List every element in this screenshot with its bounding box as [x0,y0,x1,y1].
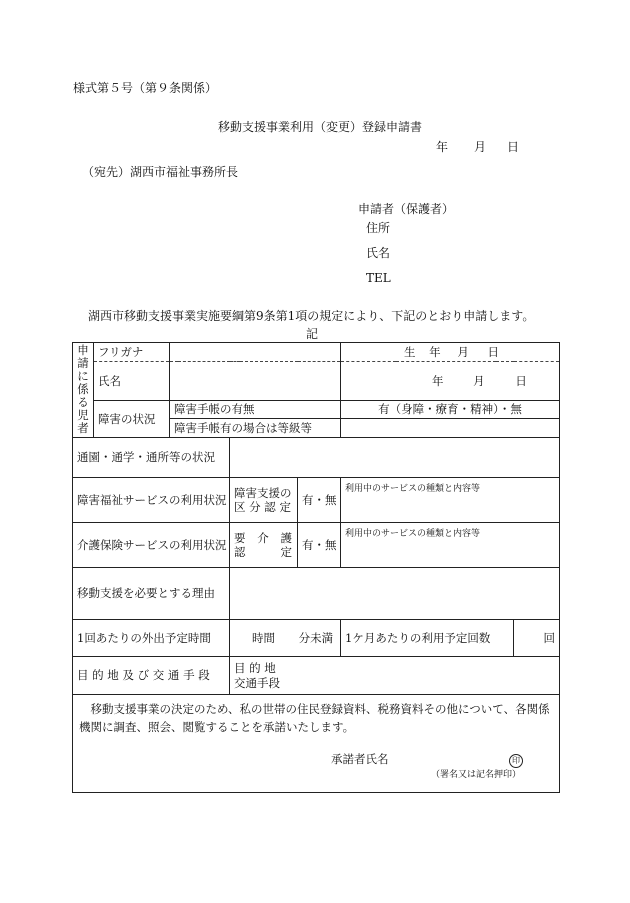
consent-row [73,695,560,793]
handbook-presence-row [73,401,560,419]
handbook-grade-label: 障害手帳有の場合は等級等 [170,419,341,438]
consent-note: （署名又は記名押印） [431,769,522,780]
times-unit: 回 [543,630,556,645]
handbook-grade-input[interactable] [341,419,560,438]
destination-transport-label: 目 的 地 及 び 交 通 手 段 [73,657,230,695]
applicant-tel-label: TEL [366,271,391,285]
applicant-heading: 申請者（保護者） [358,202,455,216]
care-service-content-label: 利用中のサービスの種類と内容等 [345,529,481,539]
birth-cell[interactable]: 生 年 月 日 [341,343,560,362]
care-level-label: 要 介 護 認 定 [230,523,298,568]
handbook-options[interactable]: 有（身障・療育・精神）・無 [341,401,560,419]
addressee: （宛先）湖西市福祉事務所長 [82,165,239,179]
consent-text: 移動支援事業の決定のため、私の世帯の住民登録資料、税務資料その他について、各関係機関に調査、照会、閲覧することを承諾いたします。 [79,702,550,734]
birth-date-cell[interactable]: 年 月 日 [341,362,560,401]
transport-label: 交通手段 [234,675,280,690]
outing-row [73,620,560,657]
school-input[interactable] [230,438,560,478]
applicant-address-label: 住所 [366,221,391,235]
reason-row [73,568,560,620]
care-service-row [73,523,560,568]
furigana-input[interactable] [170,343,341,362]
name-input[interactable] [170,362,341,401]
monthly-count-label: 1ケ月あたりの利用予定回数 [341,620,514,657]
ki-label: 記 [306,327,319,341]
destination-row [73,657,560,695]
name-label: 氏名 [94,362,170,401]
outing-time-label: 1回あたりの外出予定時間 [73,620,230,657]
welfare-service-content[interactable] [341,478,560,523]
care-service-label: 介護保険サービスの利用状況 [73,523,230,568]
application-table [72,342,560,793]
welfare-service-label: 障害福祉サービスの利用状況 [73,478,230,523]
outing-time-input[interactable]: 時間 分未満 [230,620,341,657]
school-row [73,438,560,478]
care-service-content[interactable] [341,523,560,568]
seal-icon: 印 [509,754,523,768]
child-label-cell [73,343,94,438]
name-row [73,362,560,401]
welfare-yes-no[interactable]: 有・無 [298,478,341,523]
furigana-row [73,343,560,362]
welfare-service-content-label: 利用中のサービスの種類と内容等 [345,484,481,494]
furigana-label: フリガナ [94,343,170,362]
consent-cell [73,695,560,793]
welfare-service-row [73,478,560,523]
reason-input[interactable] [230,568,560,620]
disability-label: 障害の状況 [94,401,170,438]
date-month-label: 月 [474,140,487,154]
child-label: 申 請 に 係 る 児 者 [77,343,89,436]
consent-signer-label: 承諾者氏名 [331,751,389,766]
destination-label: 目 的 地 [234,661,276,676]
date-year-label: 年 [436,140,449,154]
school-label: 通園・通学・通所等の状況 [73,438,230,478]
handbook-presence-label: 障害手帳の有無 [170,401,341,419]
applicant-name-label: 氏名 [366,246,391,260]
form-number: 様式第５号（第９条関係） [73,81,218,95]
support-class-label: 障害支援の 区 分 認 定 [230,478,298,523]
care-yes-no[interactable]: 有・無 [298,523,341,568]
monthly-count-input[interactable] [514,620,560,657]
seal-mark [509,754,523,768]
date-day-label: 日 [507,140,520,154]
destination-transport-input[interactable] [230,657,560,695]
statement: 湖西市移動支援事業実施要綱第9条第1項の規定により、下記のとおり申請します。 [88,309,535,323]
reason-label: 移動支援を必要とする理由 [73,568,230,620]
form-title: 移動支援事業利用（変更）登録申請書 [218,120,423,134]
